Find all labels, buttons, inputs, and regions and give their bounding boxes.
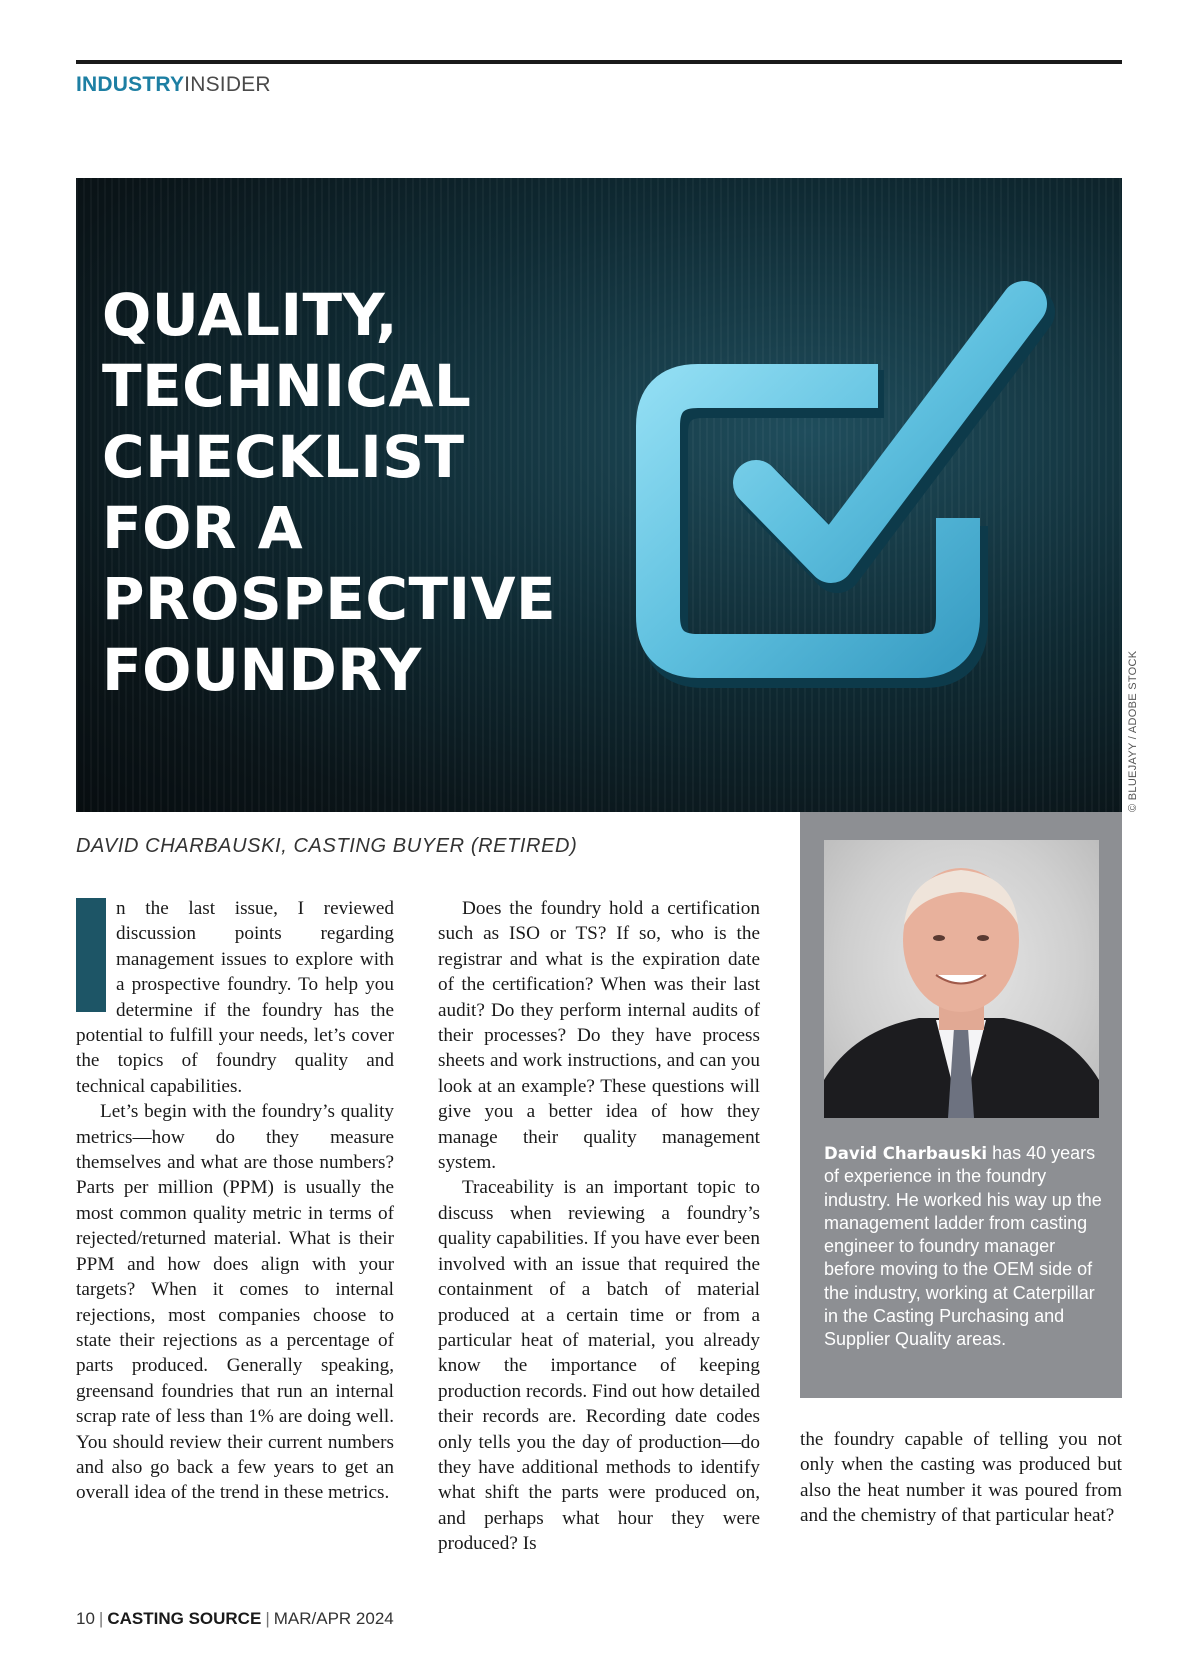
issue-date: MAR/APR 2024 <box>273 1609 394 1628</box>
author-bio-text: has 40 years of experience in the foundry industry. He worked his way up the management ladder from casting engineer to foundry manager before moving to the OEM side of the industry, working at Caterpillar in the Casting Purchasing and Supplier Quality areas. <box>824 1143 1102 1350</box>
author-bio <box>824 1142 1102 1352</box>
article-title <box>102 280 556 706</box>
author-photo <box>824 840 1099 1118</box>
title-line: PROSPECTIVE <box>102 565 557 633</box>
title-line: QUALITY, <box>102 281 399 349</box>
title-line: TECHNICAL <box>102 352 472 420</box>
title-line: CHECKLIST <box>102 423 465 491</box>
paragraph: Does the foundry hold a certification such as ISO or TS? If so, who is the registrar and what is the expiration date of the certification? When was their last audit? Do they perform internal audits of their processes? Do they have process sheets and work instructions, and can you look at an example? These questions will give you a better idea of how they manage their quality management system. <box>438 898 760 1174</box>
paragraph: Traceability is an important topic to discuss when reviewing a foundry’s quality capabilities. If you have ever been involved with an issue that required the containment of a batch of material produced at a certain time or from a particular heat of material, you already know the importance of keeping production records. Find out how detailed their records are. Recording date codes only tells you the day of production—do they have additional methods to identify what shift the parts were produced on, and perhaps what hour they were produced? Is <box>438 1177 760 1555</box>
checkbox-check-icon <box>616 268 1056 728</box>
top-rule <box>76 60 1122 64</box>
paragraph: Let’s begin with the foundry’s quality metrics—how do they measure themselves and what are those numbers? Parts per million (PPM) is usually the most common quality metric in terms of rejected/returned material. What is their PPM and how does align with your targets? When it comes to internal rejections, most companies choose to state their rejections as a percentage of parts produced. Generally speaking, greensand foundries that run an internal scrap rate of less than 1% are doing well. You should review their current numbers and also go back a few years to get an overall idea of the trend in these metrics. <box>76 1101 394 1504</box>
hero-image <box>76 178 1122 812</box>
article-column-2 <box>438 896 760 1557</box>
byline: DAVID CHARBAUSKI, CASTING BUYER (RETIRED) <box>76 835 578 857</box>
title-line: FOR A <box>102 494 304 562</box>
author-bio-box <box>800 812 1122 1398</box>
title-line: FOUNDRY <box>102 636 422 704</box>
paragraph: the foundry capable of telling you not only when the casting was produced but also the heat number it was poured from and the chemistry of that particular heat? <box>800 1429 1122 1527</box>
section-label-industry: INDUSTRY <box>76 73 185 96</box>
page-number: 10 <box>76 1609 95 1628</box>
photo-credit: © BLUEJAYY / ADOBE STOCK <box>1127 650 1139 812</box>
magazine-name: CASTING SOURCE <box>107 1609 262 1628</box>
paragraph: n the last issue, I reviewed discussion points regarding management issues to explore with a prospective foundry. To help you determine if the foundry has the potential to fulfill your needs, let’s cover the topics of foundry quality and technical capabilities. <box>76 898 394 1097</box>
section-label-insider: INSIDER <box>184 73 271 96</box>
article-column-3 <box>800 1427 1122 1529</box>
dropcap-block <box>76 898 106 1012</box>
section-label <box>76 73 271 97</box>
article-column-1 <box>76 896 394 1506</box>
page-footer: 10 | CASTING SOURCE | MAR/APR 2024 <box>76 1609 394 1628</box>
author-name: David Charbauski <box>824 1144 988 1163</box>
